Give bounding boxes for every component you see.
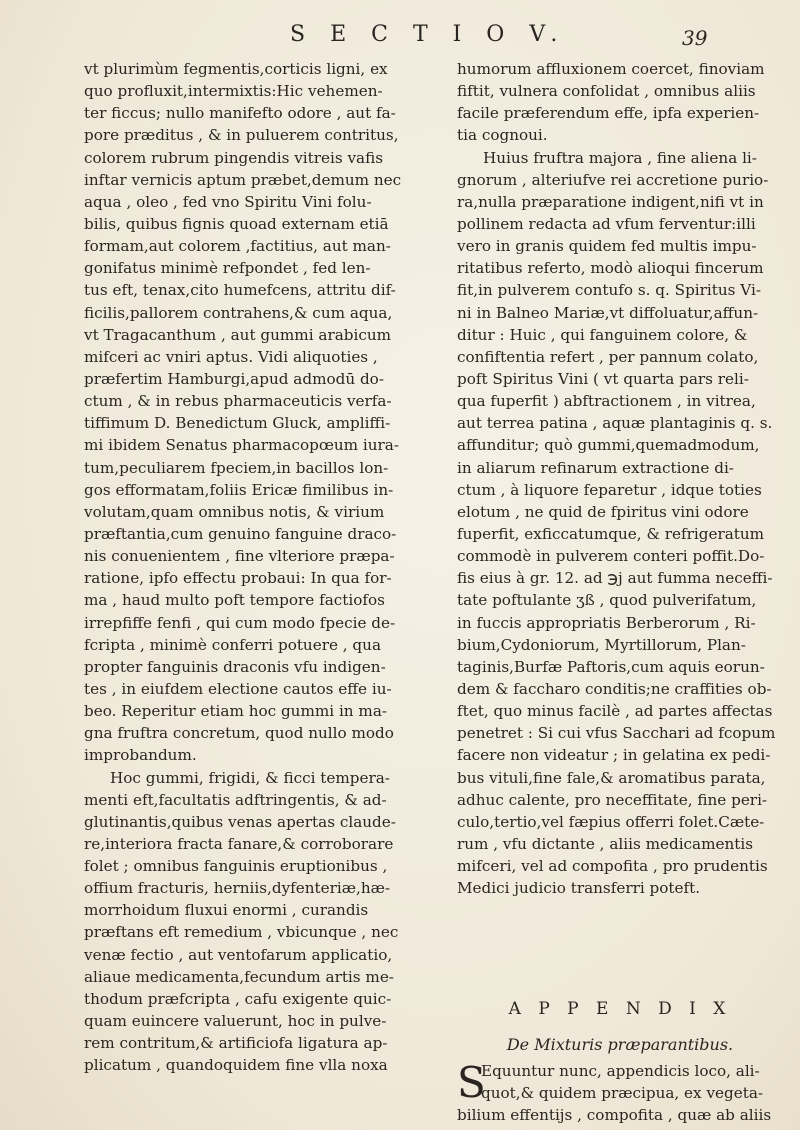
text-line: præfertim Hamburgi,apud admodū do- xyxy=(84,369,384,388)
text-line: poft Spiritus Vini ( vt quarta pars reli- xyxy=(457,369,749,388)
text-line: colorem rubrum pingendis vitreis vafis xyxy=(84,148,384,167)
text-line: commodè in pulverem conteri poffit.Do- xyxy=(457,547,765,566)
text-line: offium fracturis, herniis,dyfenteriæ,hæ- xyxy=(84,879,391,898)
text-line: facile præferendum effe, ipfa experien- xyxy=(457,104,760,123)
text-line: vero in granis quidem fed multis impu- xyxy=(457,237,757,256)
text-line: humorum affluxionem coercet, finoviam xyxy=(457,60,765,78)
text-line: irrepfiffe fenfi , qui cum modo fpecie de- xyxy=(84,613,396,632)
text-line: venæ fectio , aut ventofarum applicatio, xyxy=(84,945,393,964)
text-line: præftantia,cum genuino fanguine draco- xyxy=(84,524,397,543)
text-line: fit,in pulverem contufo s. q. Spiritus Vi- xyxy=(457,281,761,300)
text-line: bilis, quibus fignis quoad externam etiā xyxy=(84,214,389,233)
text-line: fcripta , minimè conferri potuere , qua xyxy=(84,635,381,654)
text-line: tiffimum D. Benedictum Gluck, ampliffi- xyxy=(84,414,391,433)
text-line: quot,& quidem præcipua, ex vegeta- xyxy=(481,1084,764,1103)
text-line: Hoc gummi, frigidi, & ficci tempera- xyxy=(110,768,390,787)
text-line: ctum , à liquore feparetur , idque toties xyxy=(457,480,762,499)
text-line: rum , vfu dictante , aliis medicamentis xyxy=(457,834,754,853)
drop-cap: S xyxy=(457,1058,486,1107)
text-line: improbandum. xyxy=(84,746,197,765)
text-line: ratione, ipfo effectu probaui: In qua for- xyxy=(84,569,392,588)
text-line: ma , haud multo poft tempore factiofos xyxy=(84,591,385,610)
text-line: rem contritum,& artificiofa ligatura ap- xyxy=(84,1034,388,1053)
text-line: vt Tragacanthum , aut gummi arabicum xyxy=(84,325,392,344)
text-line: Huius fruftra majora , fine aliena li- xyxy=(483,148,757,167)
text-line: glutinantis,quibus venas apertas claude- xyxy=(84,812,396,831)
text-line: ftet, quo minus facilè , ad partes affectas xyxy=(457,702,773,721)
text-line: fuperfit, exficcatumque, & refrigeratum xyxy=(457,524,765,543)
text-line: beo. Reperitur etiam hoc gummi in ma- xyxy=(84,702,388,721)
text-line: quam euincere valuerunt, hoc in pulve- xyxy=(84,1012,387,1031)
text-line: ter ficcus; nullo manifefto odore , aut fa- xyxy=(84,104,396,123)
text-line: inftar vernicis aptum præbet,demum nec xyxy=(84,170,402,189)
text-line: qua fuperfit ) abftractionem , in vitrea, xyxy=(457,392,756,411)
text-line: in fuccis appropriatis Berberorum , Ri- xyxy=(457,613,756,632)
text-line: tia cognoui. xyxy=(457,126,548,145)
text-line: ra,nulla præparatione indigent,nifi vt in xyxy=(457,192,764,211)
text-line: aut terrea patina , aquæ plantaginis q. s. xyxy=(457,414,773,433)
text-line: quo profluxit,intermixtis:Hic vehemen- xyxy=(84,82,383,101)
text-line: fiftit, vulnera confolidat , omnibus aliis xyxy=(457,82,756,101)
text-line: bus vituli,fine fale,& aromatibus parata, xyxy=(457,768,766,787)
text-line: penetret : Si cui vfus Sacchari ad fcopum xyxy=(457,724,776,743)
text-line: gos efformatam,foliis Ericæ fimilibus in- xyxy=(84,480,394,499)
text-line: nis conuenientem , fine vlteriore præpa- xyxy=(84,547,395,566)
text-line: in aliarum refinarum extractione di- xyxy=(457,458,734,477)
text-line: adhuc calente, pro neceffitate, fine peri- xyxy=(457,790,768,809)
right-column xyxy=(457,58,783,899)
text-line: morrhoidum fluxui enormi , curandis xyxy=(84,901,369,920)
text-line: formam,aut colorem ,factitius, aut man- xyxy=(84,237,391,256)
text-line: mifceri, vel ad compofita , pro prudentis xyxy=(457,857,768,876)
text-line: vt plurimùm fegmentis,corticis ligni, ex xyxy=(84,60,388,78)
text-line: volutam,quam omnibus notis, & virium xyxy=(84,502,385,521)
text-line: ctum , & in rebus pharmaceuticis verfa- xyxy=(84,392,392,411)
text-line: taginis,Burfæ Paftoris,cum aquis eorun- xyxy=(457,657,765,676)
text-line: propter fanguinis draconis vfu indigen- xyxy=(84,657,386,676)
text-line: mi ibidem Senatus pharmacopœum iura- xyxy=(84,436,399,455)
text-line: mifceri ac vniri aptus. Vidi aliquoties , xyxy=(84,347,378,366)
left-column xyxy=(84,58,436,1076)
appendix-heading: A P P E N D I X xyxy=(508,999,732,1019)
text-line: bilium effentijs , compofita , quæ ab aliis xyxy=(457,1106,772,1125)
appendix-subheading: De Mixturis præparantibus. xyxy=(506,1035,734,1054)
text-line: re,interiora fracta fanare,& corroborare xyxy=(84,834,394,853)
text-line: dem & faccharo conditis;ne craffities ob- xyxy=(457,679,772,698)
text-line: ni in Balneo Mariæ,vt diffoluatur,affun- xyxy=(457,303,759,322)
text-line: pollinem redacta ad vfum ferventur:illi xyxy=(457,214,756,233)
text-line: tum,peculiarem fpeciem,in bacillos lon- xyxy=(84,458,389,477)
page-header xyxy=(0,18,800,58)
text-line: pore præditus , & in puluerem contritus, xyxy=(84,126,399,145)
running-head: S E C T I O V. xyxy=(290,22,567,47)
text-line: elotum , ne quid de fpiritus vini odore xyxy=(457,502,749,521)
text-line: bium,Cydoniorum, Myrtillorum, Plan- xyxy=(457,635,746,654)
appendix-text xyxy=(457,1060,783,1126)
text-line: fis eius à gr. 12. ad ℈j aut fumma neceffi- xyxy=(457,569,773,588)
text-line: Medici judicio transferri poteft. xyxy=(457,879,701,898)
text-line: gna fruftra concretum, quod nullo modo xyxy=(84,724,394,743)
text-line: affunditur; quò gummi,quemadmodum, xyxy=(457,436,760,455)
text-line: thodum præfcripta , cafu exigente quic- xyxy=(84,989,392,1008)
text-line: menti eft,facultatis adftringentis, & ad- xyxy=(84,790,387,809)
text-line: tes , in eiufdem electione cautos effe iu- xyxy=(84,679,392,698)
text-line: ficilis,pallorem contrahens,& cum aqua, xyxy=(84,303,393,322)
text-line: tate poftulante ʒß , quod pulverifatum, xyxy=(457,591,757,610)
text-line: confiftentia refert , per pannum colato, xyxy=(457,347,759,366)
text-line: facere non videatur ; in gelatina ex pedi- xyxy=(457,746,771,765)
text-line: aqua , oleo , fed vno Spiritu Vini folu- xyxy=(84,192,372,211)
text-line: aliaue medicamenta,fecundum artis me- xyxy=(84,967,394,986)
page-number: 39 xyxy=(682,26,708,50)
text-line: ritatibus referto, modò alioqui fincerum xyxy=(457,259,764,278)
text-line: culo,tertio,vel fæpius offerri folet.Cæte- xyxy=(457,812,765,831)
text-line: ditur : Huic , qui fanguinem colore, & xyxy=(457,325,748,344)
text-line: plicatum , quandoquidem fine vlla noxa xyxy=(84,1056,388,1075)
text-line: gnorum , alteriufve rei accretione purio- xyxy=(457,170,769,189)
text-line: gonifatus minimè refpondet , fed len- xyxy=(84,259,371,278)
text-line: folet ; omnibus fanguinis eruptionibus , xyxy=(84,857,388,876)
text-line: præftans eft remedium , vbicunque , nec xyxy=(84,923,399,942)
text-line: Equuntur nunc, appendicis loco, ali- xyxy=(481,1062,760,1080)
text-line: tus eft, tenax,cito humefcens, attritu dif- xyxy=(84,281,396,300)
